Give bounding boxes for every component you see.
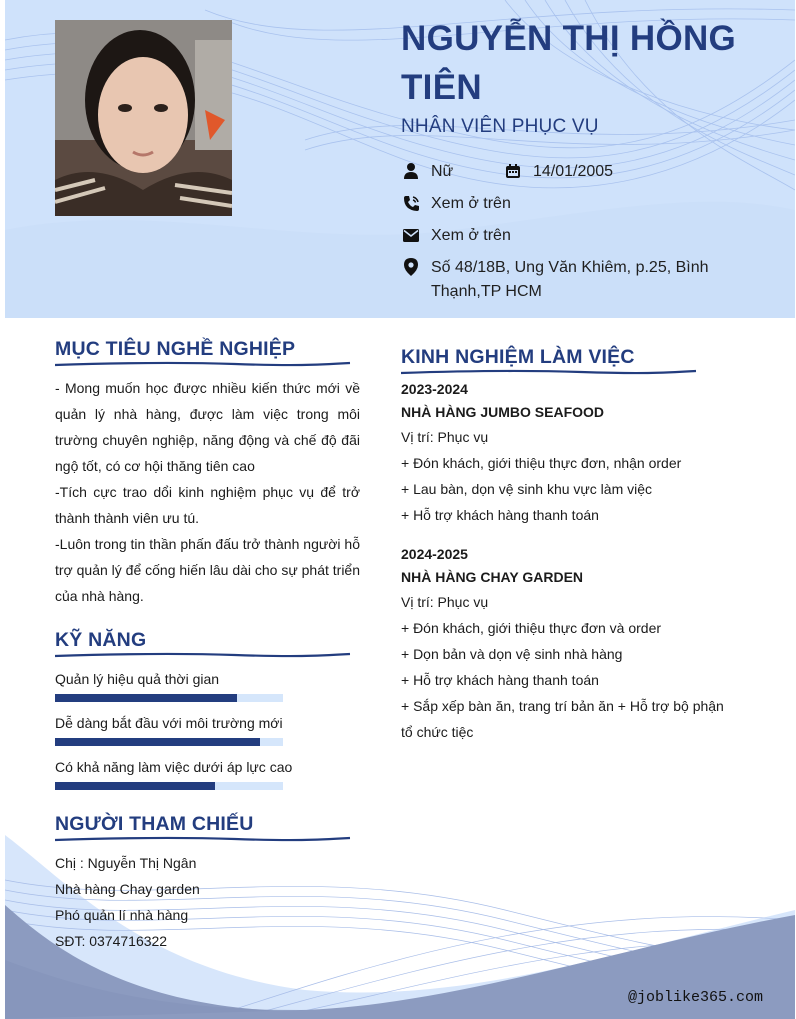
references-title: NGƯỜI THAM CHIẾU [55, 813, 254, 835]
skill-item [55, 714, 355, 746]
reference-line: SĐT: 0374716322 [55, 933, 168, 949]
map-pin-icon [401, 256, 421, 278]
experience-line: Vị trí: Phục vụ [401, 429, 489, 445]
experience-item [401, 543, 736, 745]
phone-icon [401, 192, 421, 214]
birthdate-row [503, 160, 613, 184]
objective-underline [55, 360, 355, 368]
experience-line: + Đón khách, giới thiệu thực đơn và order [401, 620, 662, 636]
experience-line: + Sắp xếp bàn ăn, trang trí bản ăn + Hỗ trợ bộ phận tổ chức tiệc [401, 698, 724, 740]
skill-label: Quản lý hiệu quả thời gian [55, 671, 220, 687]
reference-line: Phó quản lí nhà hàng [55, 907, 189, 923]
experience-line: + Hỗ trợ khách hàng thanh toán [401, 507, 599, 523]
skill-bar [55, 738, 283, 746]
user-icon [401, 160, 421, 182]
envelope-icon [401, 224, 421, 246]
reference-line: Nhà hàng Chay garden [55, 881, 200, 897]
experience-years: 2023-2024 [401, 381, 468, 397]
skill-bar [55, 782, 283, 790]
email-row [401, 224, 511, 248]
objective-paragraph: -Tích cực trao dổi kinh nghiệm phục vụ để trở thành thành viên ưu tú. [55, 484, 360, 526]
email-value: Xem ở trên [431, 227, 511, 244]
birthdate-value: 14/01/2005 [533, 163, 614, 180]
reference-line: Chị : Nguyễn Thị Ngân [55, 855, 197, 871]
gender-value: Nữ [431, 163, 454, 180]
objective-text [55, 375, 360, 609]
experience-underline [401, 368, 701, 376]
calendar-icon [503, 160, 523, 182]
experience-item [401, 378, 736, 528]
skill-bar [55, 694, 283, 702]
experience-company: NHÀ HÀNG CHAY GARDEN [401, 569, 584, 585]
skill-item [55, 758, 355, 790]
skills-underline [55, 651, 355, 659]
skill-bar-fill [55, 782, 215, 790]
references-list [55, 850, 200, 954]
skill-label: Có khả năng làm việc dưới áp lực cao [55, 759, 293, 775]
skill-bar-fill [55, 738, 260, 746]
watermark: @joblike365.com [627, 989, 763, 1006]
experience-years: 2024-2025 [401, 546, 468, 562]
objective-paragraph: - Mong muốn học được nhiều kiến thức mới về quản lý nhà hàng, được làm việc trong môi trường chuyên nghiệp, năng động và chế độ đãi ngộ tốt, có cơ hội thăng tiên cao [55, 380, 360, 474]
address-value: Số 48/18B, Ung Văn Khiêm, p.25, Bình Thạnh,TP HCM [431, 259, 709, 300]
skill-label: Dễ dàng bắt đầu với môi trường mới [55, 715, 283, 731]
experience-title: KINH NGHIỆM LÀM VIỆC [401, 346, 635, 368]
full-name: NGUYỄN THỊ HỒNG TIÊN [401, 19, 737, 107]
experience-line: + Hỗ trợ khách hàng thanh toán [401, 672, 599, 688]
address-row [401, 256, 721, 304]
profile-photo [55, 20, 232, 216]
experience-line: Vị trí: Phục vụ [401, 594, 489, 610]
job-title: NHÂN VIÊN PHỤC VỤ [401, 116, 599, 137]
phone-value: Xem ở trên [431, 195, 511, 212]
experience-company: NHÀ HÀNG JUMBO SEAFOOD [401, 404, 605, 420]
phone-row [401, 192, 511, 216]
experience-line: + Lau bàn, dọn vệ sinh khu vực làm việc [401, 481, 653, 497]
experience-line: + Đón khách, giới thiệu thực đơn, nhận order [401, 455, 682, 471]
references-underline [55, 835, 355, 843]
objective-paragraph: -Luôn trong tin thần phấn đấu trở thành người hỗ trợ quản lý để cống hiến lâu dài cho sự phát triển của nhà hàng. [55, 536, 360, 604]
skill-bar-fill [55, 694, 237, 702]
skills-title: KỸ NĂNG [55, 629, 147, 651]
cv-page [5, 0, 795, 1019]
gender-row [401, 160, 453, 184]
objective-title: MỤC TIÊU NGHỀ NGHIỆP [55, 338, 296, 360]
experience-line: + Dọn bản và dọn vệ sinh nhà hàng [401, 646, 623, 662]
skill-item [55, 670, 355, 702]
